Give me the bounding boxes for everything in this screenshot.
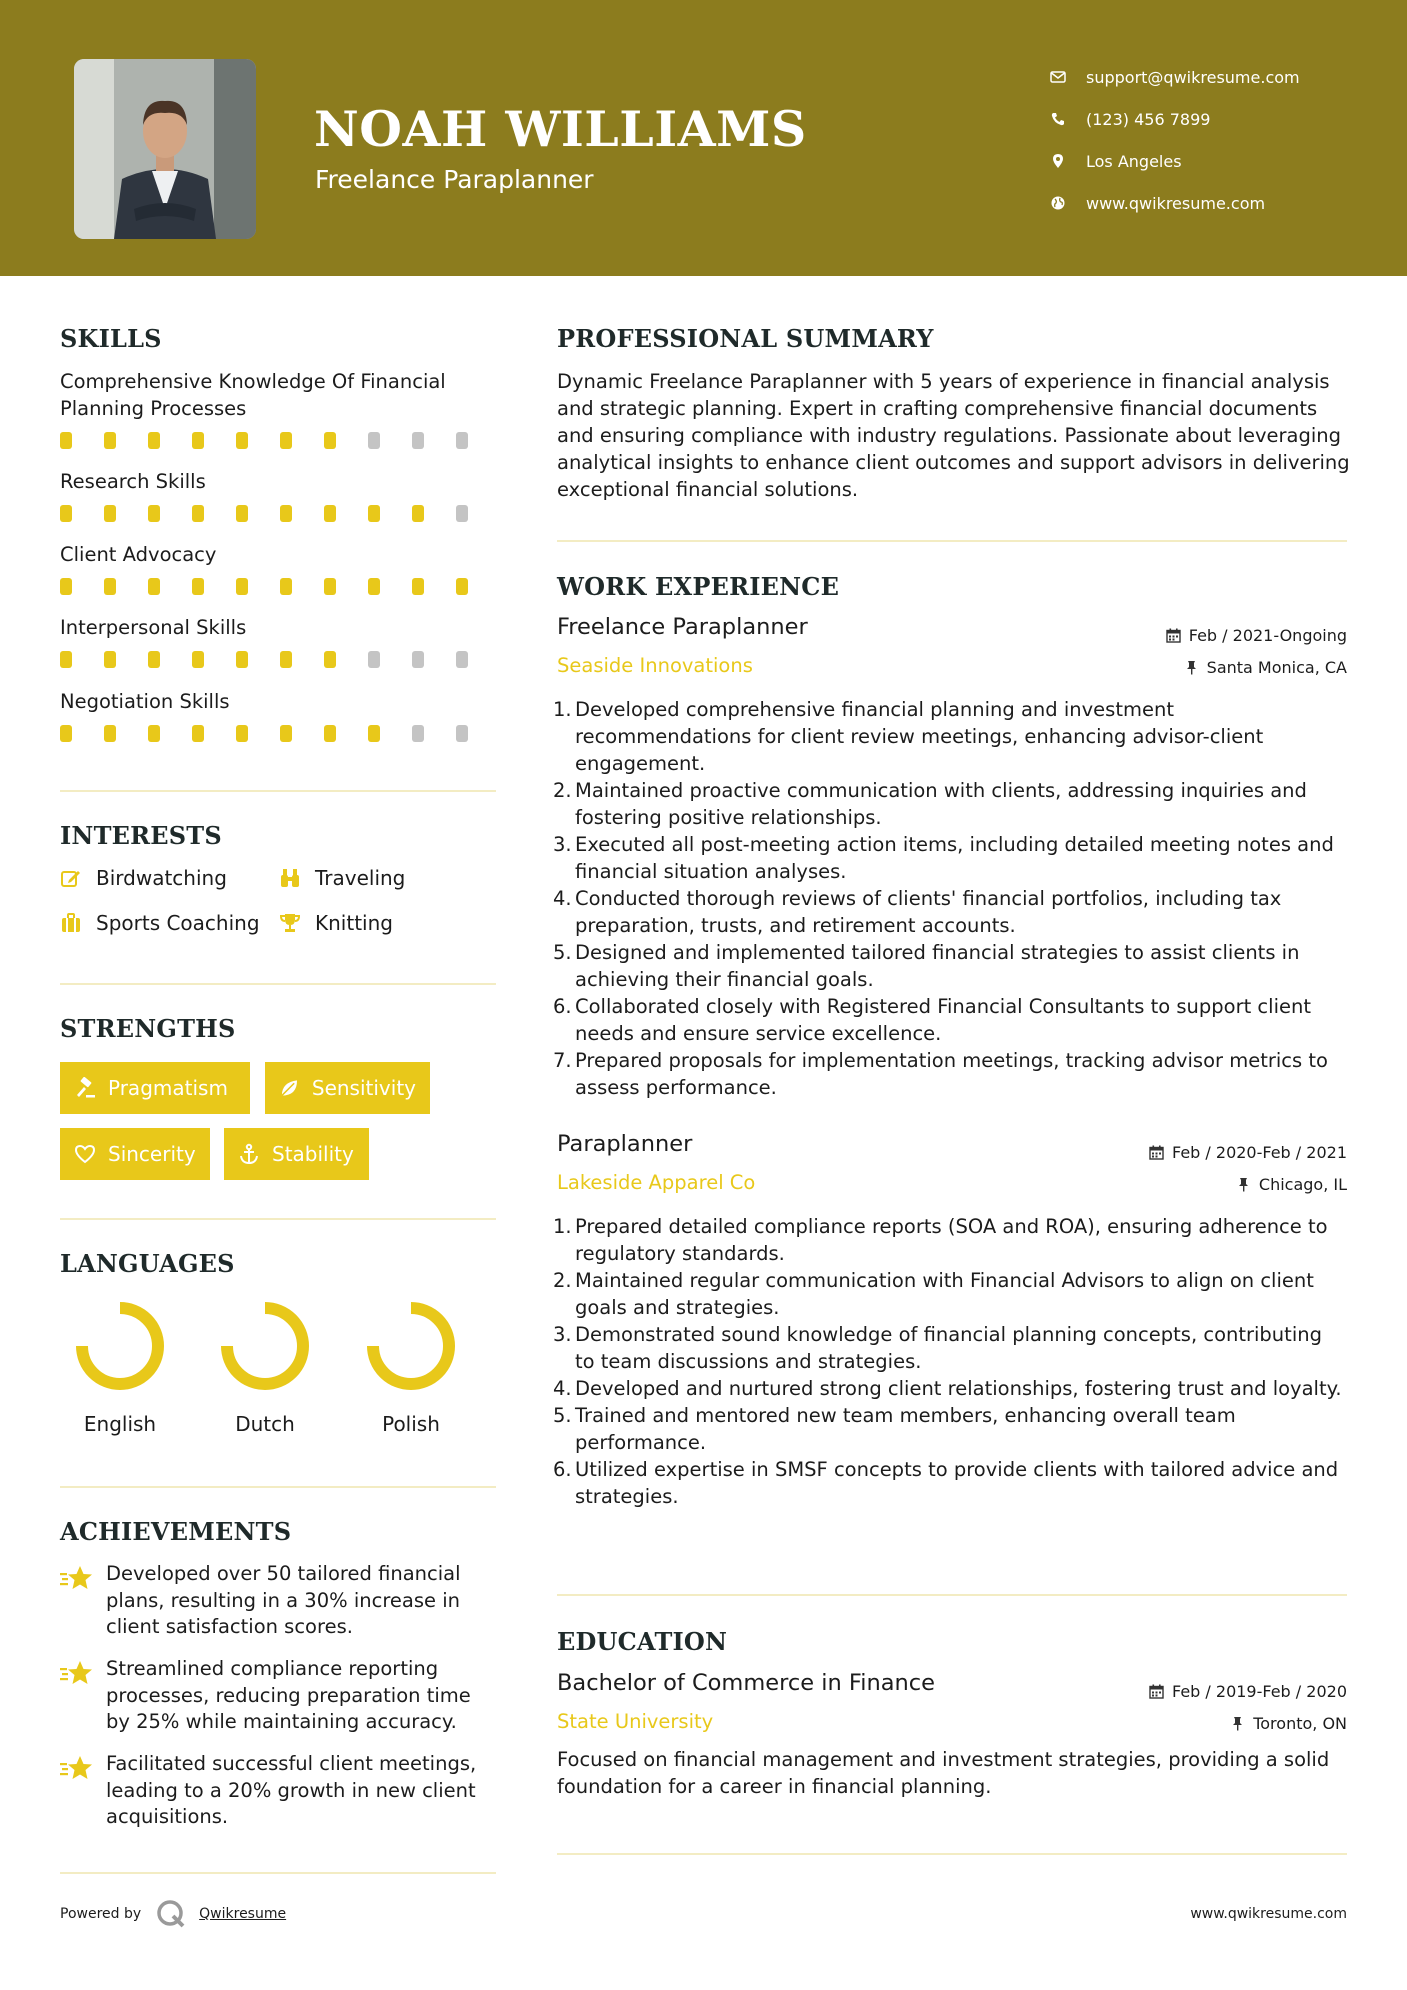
resume-header bbox=[0, 0, 1407, 276]
rating-dot-filled bbox=[236, 505, 248, 522]
calendar-icon bbox=[1149, 1145, 1164, 1160]
job-duties bbox=[553, 1213, 1347, 1510]
skill-name: Comprehensive Knowledge Of Financial Planning Processes bbox=[60, 370, 446, 420]
language-item bbox=[356, 1298, 466, 1436]
duty-item: 4. Developed and nurtured strong client relationships, fostering trust and loyalty. bbox=[553, 1377, 1342, 1400]
section-divider bbox=[60, 1218, 496, 1220]
job-location-text: Santa Monica, CA bbox=[1206, 658, 1347, 677]
rating-dot-filled bbox=[412, 578, 424, 595]
rating-dot-filled bbox=[192, 505, 204, 522]
duty-item: 1. Developed comprehensive financial planning and investment recommendations for client review meetings, enhancing advisor-client engagement. bbox=[553, 698, 1264, 775]
education-subheader bbox=[557, 1710, 1347, 1744]
interest-label: Birdwatching bbox=[96, 866, 227, 890]
rating-dot-filled bbox=[104, 432, 116, 449]
achievement-item bbox=[60, 1656, 500, 1736]
contact-list bbox=[1050, 56, 1390, 224]
candidate-role: Freelance Paraplanner bbox=[315, 165, 594, 194]
language-item bbox=[210, 1298, 320, 1436]
interest-label: Sports Coaching bbox=[96, 911, 260, 935]
rating-dot-empty bbox=[456, 432, 468, 449]
education-header bbox=[557, 1670, 1347, 1710]
skill-item bbox=[60, 468, 500, 523]
skill-rating bbox=[60, 578, 500, 596]
duty-item: 6. Collaborated closely with Registered Financial Consultants to support client needs and ensure service excellence. bbox=[553, 995, 1311, 1045]
powered-by-label: Powered by bbox=[60, 1906, 142, 1922]
contact-email[interactable] bbox=[1050, 56, 1390, 98]
achievement-text: Streamlined compliance reporting processes, reducing preparation time by 25% while maintaining accuracy. bbox=[106, 1657, 471, 1733]
education-location-text: Toronto, ON bbox=[1253, 1714, 1347, 1733]
rating-dot-filled bbox=[192, 432, 204, 449]
strength-label: Stability bbox=[272, 1142, 354, 1166]
section-divider bbox=[60, 1872, 496, 1874]
skills-title: SKILLS bbox=[60, 324, 162, 353]
rating-dot-empty bbox=[456, 651, 468, 668]
strength-label: Pragmatism bbox=[108, 1076, 228, 1100]
rating-dot-filled bbox=[324, 578, 336, 595]
contact-location bbox=[1050, 140, 1390, 182]
rating-dot-filled bbox=[368, 578, 380, 595]
strength-tag bbox=[265, 1062, 430, 1114]
strength-label: Sincerity bbox=[108, 1142, 196, 1166]
skill-name: Negotiation Skills bbox=[60, 690, 230, 713]
interest-item bbox=[279, 911, 393, 935]
duty-item: 5. Designed and implemented tailored financial strategies to assist clients in achieving their financial goals. bbox=[553, 941, 1300, 991]
skill-rating bbox=[60, 432, 500, 450]
job-location bbox=[1236, 1175, 1347, 1194]
language-level-arc bbox=[373, 1308, 449, 1384]
section-divider bbox=[60, 983, 496, 985]
strength-tag bbox=[224, 1128, 369, 1180]
rating-dot-filled bbox=[280, 651, 292, 668]
skill-name: Client Advocacy bbox=[60, 543, 217, 566]
profile-photo bbox=[74, 59, 256, 239]
interest-item bbox=[60, 866, 227, 890]
job-header bbox=[557, 1131, 1347, 1171]
job-location bbox=[1184, 658, 1347, 677]
skill-rating bbox=[60, 651, 500, 669]
map-pin-icon bbox=[1050, 153, 1066, 169]
interests-title: INTERESTS bbox=[60, 821, 222, 850]
duty-item: 6. Utilized expertise in SMSF concepts to provide clients with tailored advice and strategies. bbox=[553, 1458, 1339, 1508]
language-gauge bbox=[363, 1298, 459, 1394]
job-title: Paraplanner bbox=[557, 1131, 693, 1157]
skill-item bbox=[60, 614, 500, 669]
rating-dot-filled bbox=[280, 432, 292, 449]
achievement-text: Facilitated successful client meetings, leading to a 20% growth in new client acquisitions. bbox=[106, 1752, 477, 1828]
job-header bbox=[557, 614, 1347, 654]
rating-dot-empty bbox=[412, 725, 424, 742]
job-duties bbox=[553, 696, 1347, 1101]
rating-dot-filled bbox=[60, 578, 72, 595]
rating-dot-filled bbox=[324, 432, 336, 449]
strength-tag bbox=[60, 1128, 210, 1180]
skill-item bbox=[60, 541, 500, 596]
education-location bbox=[1230, 1714, 1347, 1733]
education-text: Focused on financial management and investment strategies, providing a solid foundation for a career in financial planning. bbox=[557, 1748, 1330, 1798]
rating-dot-filled bbox=[236, 432, 248, 449]
language-level-arc bbox=[82, 1308, 158, 1384]
contact-website-text: www.qwikresume.com bbox=[1086, 193, 1266, 213]
education-date-text: Feb / 2019-Feb / 2020 bbox=[1172, 1682, 1347, 1701]
achievement-text: Developed over 50 tailored financial plans, resulting in a 30% increase in client satisfaction scores. bbox=[106, 1562, 461, 1638]
company-name: Lakeside Apparel Co bbox=[557, 1171, 756, 1194]
envelope-icon bbox=[1050, 69, 1066, 85]
rating-dot-empty bbox=[368, 432, 380, 449]
education-title: EDUCATION bbox=[557, 1627, 728, 1656]
school-name: State University bbox=[557, 1710, 714, 1733]
rating-dot-filled bbox=[280, 578, 292, 595]
summary-text: Dynamic Freelance Paraplanner with 5 years of experience in financial analysis and strategic planning. Expert in crafting comprehensive financial documents and ensuring compliance with industry regulations. Passionate about leveraging analytical insights to enhance client outcomes and support advisors in delivering exceptional financial solutions. bbox=[557, 370, 1350, 501]
strength-label: Sensitivity bbox=[311, 1076, 416, 1100]
star-icon bbox=[60, 1563, 94, 1593]
contact-phone[interactable] bbox=[1050, 98, 1390, 140]
rating-dot-filled bbox=[280, 725, 292, 742]
rating-dot-filled bbox=[60, 432, 72, 449]
job-title: Freelance Paraplanner bbox=[557, 614, 808, 640]
job-location-text: Chicago, IL bbox=[1258, 1175, 1347, 1194]
contact-phone-text: (123) 456 7899 bbox=[1086, 109, 1211, 129]
duty-item: 1. Prepared detailed compliance reports (SOA and ROA), ensuring adherence to regulatory standards. bbox=[553, 1215, 1328, 1265]
rating-dot-empty bbox=[456, 725, 468, 742]
rating-dot-filled bbox=[104, 578, 116, 595]
skill-rating bbox=[60, 505, 500, 523]
job-date-text: Feb / 2021-Ongoing bbox=[1188, 626, 1347, 645]
rating-dot-filled bbox=[60, 651, 72, 668]
duty-item: 5. Trained and mentored new team members, enhancing overall team performance. bbox=[553, 1404, 1236, 1454]
duty-item: 2. Maintained proactive communication with clients, addressing inquiries and fostering positive relationships. bbox=[553, 779, 1307, 829]
interest-label: Knitting bbox=[315, 911, 393, 935]
rating-dot-filled bbox=[368, 505, 380, 522]
star-icon bbox=[60, 1753, 94, 1783]
job-date bbox=[1149, 1143, 1347, 1162]
section-divider bbox=[557, 1594, 1347, 1596]
powered-by bbox=[60, 1898, 286, 1930]
calendar-icon bbox=[1166, 628, 1181, 643]
language-label: Dutch bbox=[235, 1412, 295, 1436]
qwikresume-link[interactable]: Qwikresume bbox=[199, 1906, 287, 1922]
summary-title: PROFESSIONAL SUMMARY bbox=[557, 324, 934, 353]
rating-dot-filled bbox=[104, 505, 116, 522]
rating-dot-filled bbox=[236, 578, 248, 595]
skill-item bbox=[60, 688, 500, 743]
briefcase-icon bbox=[60, 912, 82, 934]
company-name: Seaside Innovations bbox=[557, 654, 753, 677]
duty-item: 2. Maintained regular communication with Financial Advisors to align on client goals and strategies. bbox=[553, 1269, 1314, 1319]
calendar-icon bbox=[1149, 1684, 1164, 1699]
rating-dot-filled bbox=[412, 505, 424, 522]
rating-dot-filled bbox=[148, 725, 160, 742]
section-divider bbox=[60, 1486, 496, 1488]
job-subheader bbox=[557, 1171, 1347, 1205]
rating-dot-filled bbox=[324, 505, 336, 522]
rating-dot-filled bbox=[148, 432, 160, 449]
globe-icon bbox=[1050, 195, 1066, 211]
rating-dot-filled bbox=[104, 651, 116, 668]
strengths-title: STRENGTHS bbox=[60, 1014, 236, 1043]
contact-website[interactable] bbox=[1050, 182, 1390, 224]
rating-dot-empty bbox=[412, 651, 424, 668]
phone-icon bbox=[1050, 111, 1066, 127]
rating-dot-filled bbox=[236, 725, 248, 742]
language-label: Polish bbox=[382, 1412, 440, 1436]
footer-url[interactable]: www.qwikresume.com bbox=[1190, 1906, 1347, 1922]
language-gauge bbox=[217, 1298, 313, 1394]
pushpin-icon bbox=[1236, 1177, 1251, 1192]
candidate-name: NOAH WILLIAMS bbox=[314, 100, 807, 158]
rating-dot-filled bbox=[456, 578, 468, 595]
language-gauge bbox=[72, 1298, 168, 1394]
job-date bbox=[1166, 626, 1347, 645]
section-divider bbox=[60, 790, 496, 792]
duty-item: 4. Conducted thorough reviews of clients' financial portfolios, including tax preparation, trusts, and retirement accounts. bbox=[553, 887, 1282, 937]
pushpin-icon bbox=[1184, 660, 1199, 675]
job-date-text: Feb / 2020-Feb / 2021 bbox=[1172, 1143, 1347, 1162]
rating-dot-filled bbox=[192, 725, 204, 742]
language-level-arc bbox=[227, 1308, 303, 1384]
duty-item: 3. Demonstrated sound knowledge of financial planning concepts, contributing to team discussions and strategies. bbox=[553, 1323, 1322, 1373]
rating-dot-filled bbox=[148, 578, 160, 595]
rating-dot-empty bbox=[456, 505, 468, 522]
languages-title: LANGUAGES bbox=[60, 1249, 235, 1278]
binoculars-icon bbox=[279, 867, 301, 889]
strength-tag bbox=[60, 1062, 250, 1114]
language-item bbox=[65, 1298, 175, 1436]
star-icon bbox=[60, 1658, 94, 1688]
duty-item: 7. Prepared proposals for implementation meetings, tracking advisor metrics to assess performance. bbox=[553, 1049, 1328, 1099]
language-label: English bbox=[83, 1412, 157, 1436]
achievement-item bbox=[60, 1561, 500, 1641]
rating-dot-filled bbox=[236, 651, 248, 668]
rating-dot-filled bbox=[148, 651, 160, 668]
skill-name: Interpersonal Skills bbox=[60, 616, 247, 639]
pushpin-icon bbox=[1230, 1716, 1245, 1731]
skill-item bbox=[60, 368, 500, 450]
rating-dot-filled bbox=[104, 725, 116, 742]
contact-email-text: support@qwikresume.com bbox=[1086, 67, 1300, 87]
duty-item: 3. Executed all post-meeting action items, including detailed meeting notes and financial situation analyses. bbox=[553, 833, 1334, 883]
education-date bbox=[1149, 1682, 1347, 1701]
rating-dot-filled bbox=[148, 505, 160, 522]
rating-dot-empty bbox=[412, 432, 424, 449]
edit-icon bbox=[60, 867, 82, 889]
achievements-title: ACHIEVEMENTS bbox=[60, 1517, 292, 1546]
anchor-icon bbox=[238, 1143, 260, 1165]
interest-item bbox=[60, 911, 260, 935]
heart-icon bbox=[74, 1143, 96, 1165]
skill-name: Research Skills bbox=[60, 470, 206, 493]
rating-dot-filled bbox=[192, 578, 204, 595]
experience-title: WORK EXPERIENCE bbox=[557, 572, 840, 601]
rating-dot-filled bbox=[324, 725, 336, 742]
rating-dot-filled bbox=[280, 505, 292, 522]
rating-dot-filled bbox=[60, 505, 72, 522]
trophy-icon bbox=[279, 912, 301, 934]
skill-rating bbox=[60, 725, 500, 743]
interest-label: Traveling bbox=[315, 866, 406, 890]
interest-item bbox=[279, 866, 405, 890]
achievement-item bbox=[60, 1751, 500, 1831]
rating-dot-empty bbox=[368, 651, 380, 668]
job-subheader bbox=[557, 654, 1347, 688]
leaf-icon bbox=[279, 1077, 300, 1099]
rating-dot-filled bbox=[192, 651, 204, 668]
section-divider bbox=[557, 540, 1347, 542]
rating-dot-filled bbox=[60, 725, 72, 742]
rating-dot-filled bbox=[324, 651, 336, 668]
degree-name: Bachelor of Commerce in Finance bbox=[557, 1670, 935, 1696]
contact-location-text: Los Angeles bbox=[1086, 151, 1182, 171]
gavel-icon bbox=[74, 1077, 96, 1099]
rating-dot-filled bbox=[368, 725, 380, 742]
section-divider bbox=[557, 1853, 1347, 1855]
qwikresume-logo-icon bbox=[155, 1898, 187, 1930]
person-photo-icon bbox=[74, 59, 256, 239]
